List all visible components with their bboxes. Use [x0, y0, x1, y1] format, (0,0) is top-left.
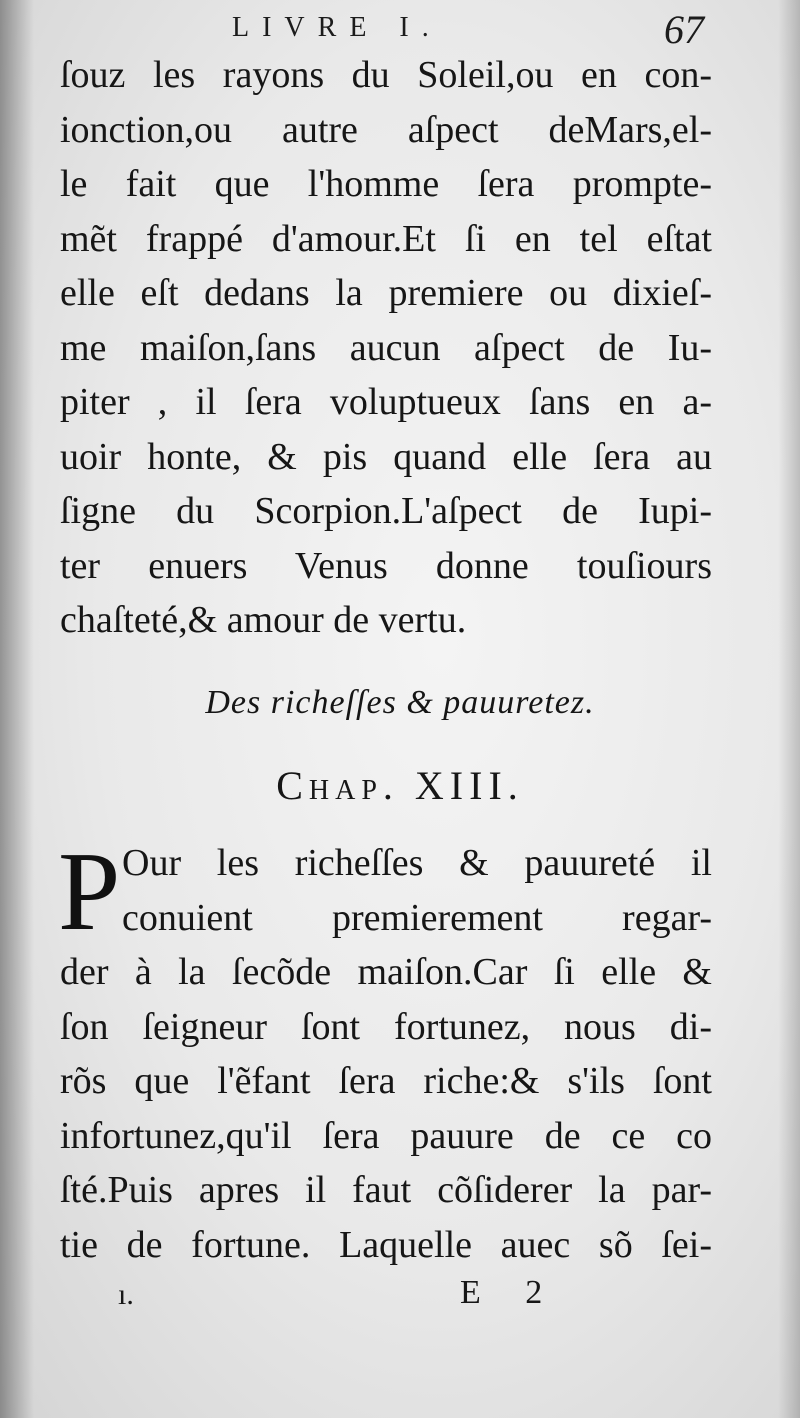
- text-line: infortunez,qu'il ſera pauure de ce co: [60, 1114, 712, 1157]
- text-line: chaſteté,& amour de vertu.: [60, 599, 467, 641]
- text-line: uoir honte, & pis quand elle ſera au: [60, 435, 712, 478]
- text-line: piter , il ſera voluptueux ſans en a-: [60, 381, 712, 423]
- page-number: 67: [664, 7, 704, 52]
- drop-capital: P: [58, 830, 121, 954]
- text-line: ſigne du Scorpion.L'aſpect de Iupi-: [60, 490, 712, 532]
- page-header: [0, 6, 800, 52]
- signature-mark: E 2: [460, 1274, 561, 1311]
- text-line: ter enuers Venus donne touſiours: [60, 544, 712, 587]
- text-line: ſté.Puis apres il faut cõſiderer la par-: [60, 1169, 712, 1211]
- text-line: ſouz les rayons du Soleil,ou en con-: [60, 54, 712, 96]
- page-footer: [0, 1274, 800, 1314]
- text-line: rõs que l'ẽfant ſera riche:& s'ils ſont: [60, 1060, 712, 1102]
- text-line: mẽt frappé d'amour.Et ſi en tel eſtat: [60, 217, 712, 260]
- text-line: der à la ſecõde maiſon.Car ſi elle &: [60, 951, 712, 993]
- text-line: tie de fortune. Laquelle auec sõ ſei-: [60, 1223, 712, 1266]
- text-line: Our les richeſſes & pauureté il: [122, 842, 712, 884]
- running-head: LIVRE I.: [232, 12, 442, 43]
- section-title: Des richeſſes & pauuretez.: [205, 684, 595, 721]
- text-line: ſon ſeigneur ſont fortunez, nous di-: [60, 1005, 712, 1048]
- text-line: elle eſt dedans la premiere ou dixieſ-: [60, 272, 712, 314]
- footer-mark: ı.: [118, 1278, 134, 1311]
- text-line: me maiſon,ſans aucun aſpect de Iu-: [60, 326, 712, 369]
- paragraph-2: [58, 830, 712, 1272]
- text-line: conuient premierement regar-: [122, 896, 712, 939]
- text-line: le fait que l'homme ſera prompte-: [60, 163, 712, 205]
- text-line: ionction,ou autre aſpect deMars,el-: [60, 108, 712, 151]
- chapter-heading: Chap. XIII.: [276, 763, 524, 808]
- paragraph-1: [60, 48, 712, 648]
